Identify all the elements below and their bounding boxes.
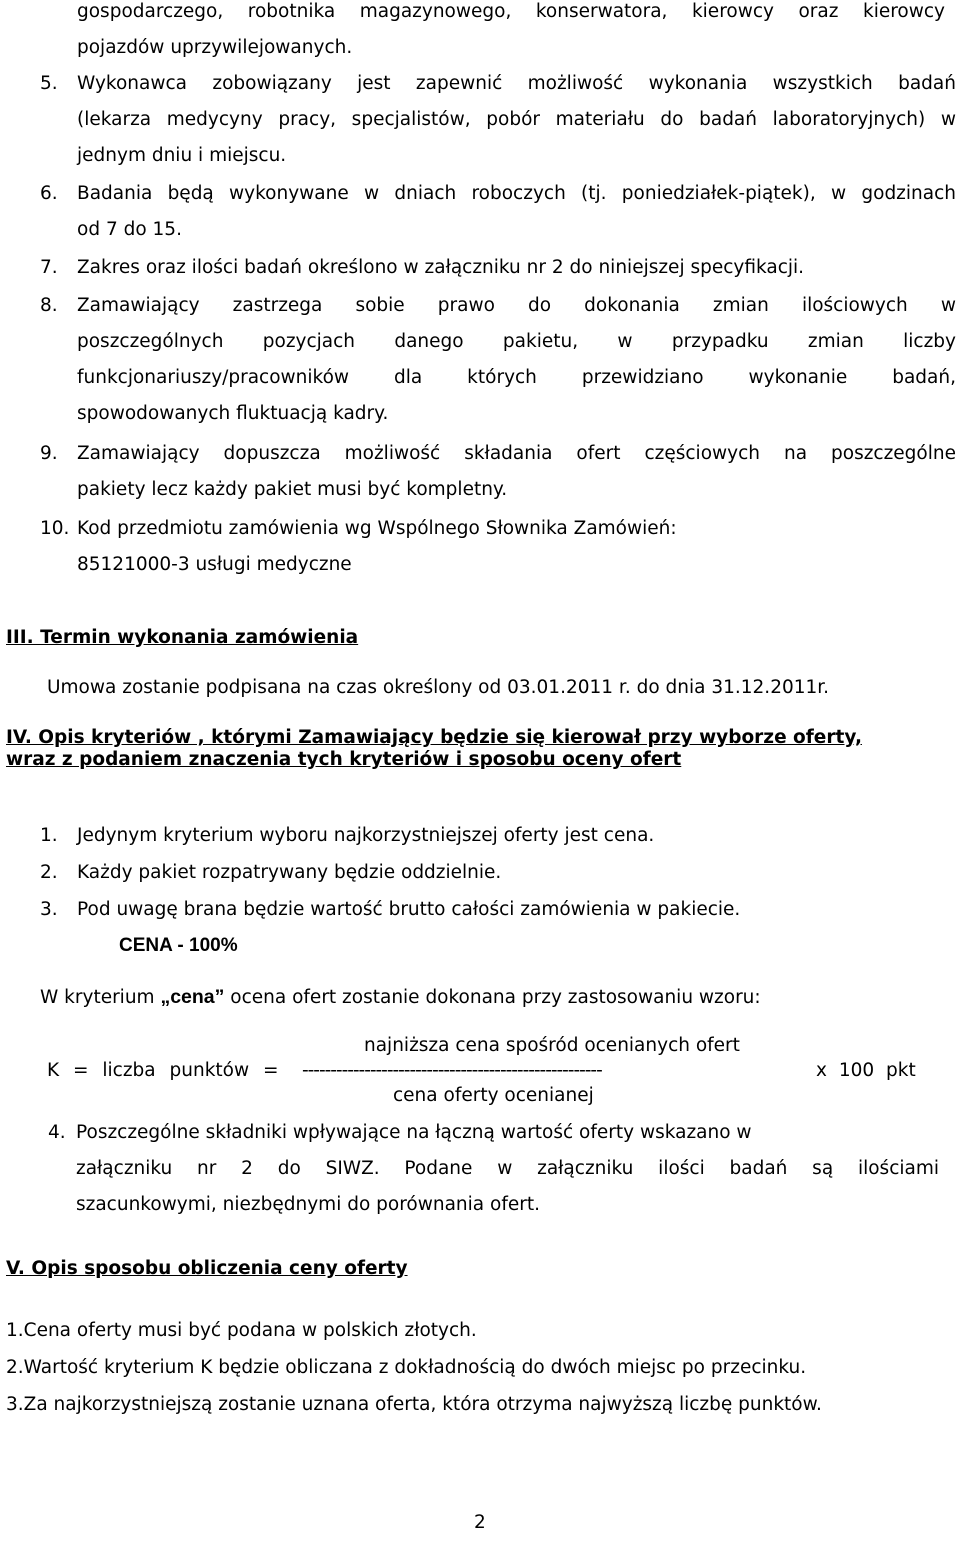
text-line: Zakres oraz ilości badań określono w załączniku nr 2 do niniejszej specyfikacji. [77, 257, 805, 278]
text-line: jednym dniu i miejscu. [77, 145, 287, 166]
item-number: 3. [40, 899, 58, 920]
text-line: Zamawiający zastrzega sobie prawo do dokonania zmian ilościowych w [77, 295, 956, 316]
text-line: Każdy pakiet rozpatrywany będzie oddzielnie. [77, 862, 502, 883]
text-line: funkcjonariuszy/pracowników dla których przewidziano wykonanie badań, [77, 367, 956, 388]
criterion-word: „cena” [160, 986, 225, 1008]
section-list [6, 1312, 822, 1423]
text-line: (lekarza medycyny pracy, specjalistów, pobór materiału do badań laboratoryjnych) w [77, 109, 956, 130]
heading-line: wraz z podaniem znaczenia tych kryteriów i sposobu oceny ofert [6, 749, 682, 770]
continuation-text [77, 0, 945, 66]
text-line: spowodowanych fluktuacją kadry. [77, 403, 389, 424]
text-line: gospodarczego, robotnika magazynowego, konserwatora, kierowcy oraz kierowcy [77, 1, 945, 22]
text-line: Jedynym kryterium wyboru najkorzystniejszej oferty jest cena. [77, 825, 655, 846]
page-number: 2 [474, 1512, 486, 1533]
item-number: 1. [40, 825, 58, 846]
item-number: 6. [40, 183, 58, 204]
formula-numerator: najniższa cena spośród ocenianych ofert [364, 1035, 740, 1056]
text-line: pojazdów uprzywilejowanych. [77, 37, 353, 58]
cena-label: CENA - 100% [119, 935, 238, 956]
text-line: załączniku nr 2 do SIWZ. Podane w załączniku ilości badań są ilościami [76, 1158, 939, 1179]
text-line: Kod przedmiotu zamówienia wg Wspólnego Słownika Zamówień: [77, 518, 677, 539]
item-number: 10. [40, 518, 70, 539]
criterion-post: ocena ofert zostanie dokonana przy zastosowaniu wzoru: [224, 987, 761, 1008]
section-heading [6, 727, 956, 771]
item-number: 7. [40, 257, 58, 278]
text-line: Zamawiający dopuszcza możliwość składania ofert częściowych na poszczególne [77, 443, 956, 464]
formula-dashes: ----------------------------------------------------- [302, 1060, 602, 1081]
formula-multiplier: x 100 pkt [816, 1060, 916, 1081]
text-line: Poszczególne składniki wpływające na łączną wartość oferty wskazano w [76, 1122, 752, 1143]
list-item: 2.Wartość kryterium K będzie obliczana z dokładnością do dwóch miejsc po przecinku. [6, 1357, 807, 1378]
text-line: Pod uwagę brana będzie wartość brutto całości zamówienia w pakiecie. [77, 899, 741, 920]
section-heading: V. Opis sposobu obliczenia ceny oferty [6, 1258, 408, 1279]
list-item: 1.Cena oferty musi być podana w polskich złotych. [6, 1320, 477, 1341]
text-line: od 7 do 15. [77, 219, 182, 240]
item-number: 8. [40, 295, 58, 316]
text-line: pakiety lecz każdy pakiet musi być kompletny. [77, 479, 508, 500]
list-item: 3.Za najkorzystniejszą zostanie uznana oferta, która otrzyma najwyższą liczbę punktów. [6, 1394, 822, 1415]
item-number: 2. [40, 862, 58, 883]
criterion-text [40, 979, 761, 1016]
section-heading: III. Termin wykonania zamówienia [6, 627, 359, 648]
text-line: szacunkowymi, niezbędnymi do porównania ofert. [76, 1194, 540, 1215]
item-number: 9. [40, 443, 58, 464]
text-line: Badania będą wykonywane w dniach roboczych (tj. poniedziałek-piątek), w godzinach [77, 183, 956, 204]
section-text: Umowa zostanie podpisana na czas określony od 03.01.2011 r. do dnia 31.12.2011r. [47, 677, 830, 698]
text-line: Wykonawca zobowiązany jest zapewnić możliwość wykonania wszystkich badań [77, 73, 956, 94]
formula-denominator: cena oferty ocenianej [393, 1085, 594, 1106]
item-number: 4. [48, 1122, 66, 1143]
formula-lhs: K = liczba punktów = [47, 1060, 279, 1081]
criterion-pre: W kryterium [40, 987, 161, 1008]
text-line: poszczególnych pozycjach danego pakietu, w przypadku zmian liczby [77, 331, 956, 352]
text-line: 85121000-3 usługi medyczne [77, 554, 352, 575]
item-number: 5. [40, 73, 58, 94]
heading-line: IV. Opis kryteriów , którymi Zamawiający będzie się kierował przy wyborze oferty, [6, 727, 862, 748]
